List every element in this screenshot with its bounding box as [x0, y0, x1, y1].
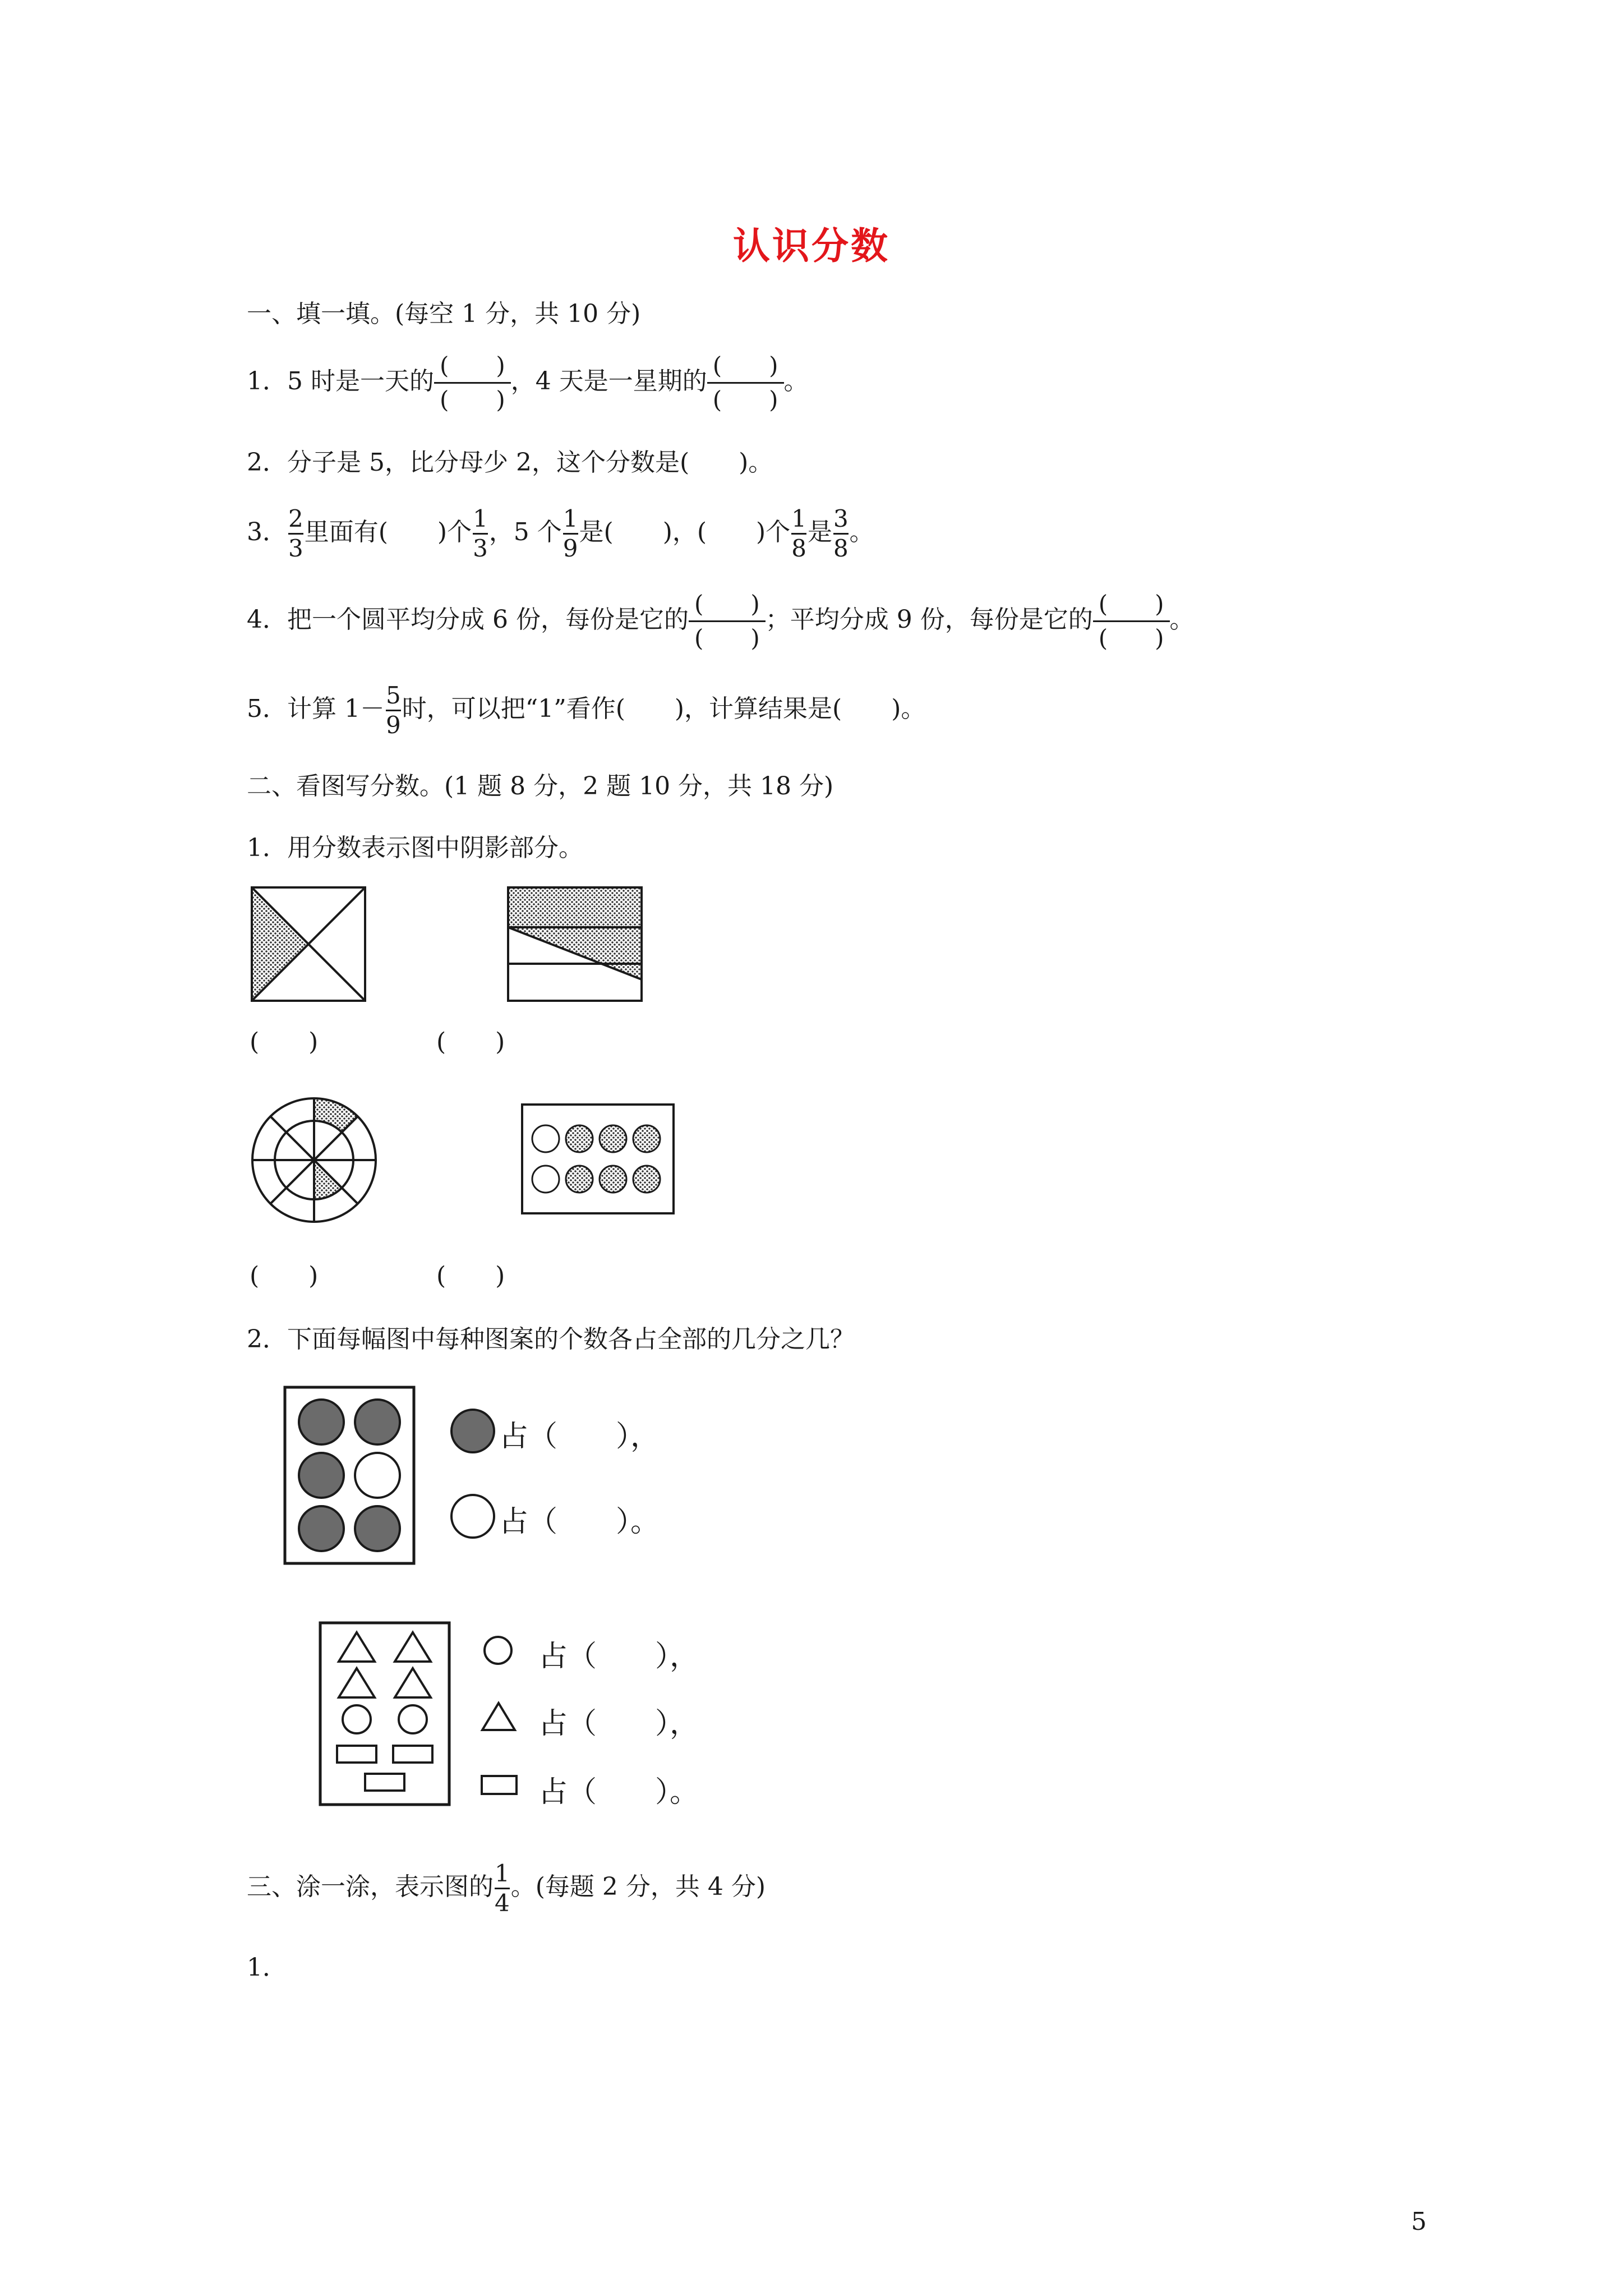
- q4-text-a: 4．把一个圆平均分成 6 份，每份是它的: [247, 605, 689, 634]
- rectangle-icon: [480, 1773, 519, 1797]
- section1-heading: 一、填一填。(每空 1 分，共 10 分): [247, 300, 641, 328]
- question-1-1: [247, 349, 809, 416]
- answer-blank[interactable]: ( ): [436, 1262, 505, 1290]
- q5-text-a: 5．计算 1－: [247, 694, 385, 723]
- q1-text-b: ，4 天是一星期的: [510, 367, 707, 395]
- fraction: $\frac{2}{3}$: [288, 505, 303, 562]
- section2-heading: 二、看图写分数。(1 题 8 分，2 题 10 分，共 18 分): [247, 772, 834, 800]
- fraction: $\frac{1}{3}$: [473, 505, 488, 562]
- q3-text: 3．: [247, 518, 287, 546]
- white-circle-icon: [449, 1492, 497, 1540]
- answer-blank[interactable]: ( ): [436, 1028, 505, 1056]
- answer-blank[interactable]: ( ): [250, 1028, 319, 1056]
- fraction: $\frac{1}{9}$: [562, 505, 578, 562]
- fraction: $\frac{1}{4}$: [495, 1860, 510, 1917]
- circles-box-figure: [283, 1386, 416, 1565]
- circle-grid-figure: [520, 1103, 675, 1215]
- section3-text-a: 三、涂一涂，表示图的: [247, 1872, 494, 1901]
- section3-text-b: 。(每题 2 分，共 4 分): [510, 1872, 766, 1901]
- question-2-1: 1．用分数表示图中阴影部分。: [247, 834, 583, 862]
- question-3-1: 1．: [247, 1953, 287, 1982]
- circle-icon: [481, 1634, 515, 1667]
- q3-text: 是( )，( )个: [579, 518, 791, 546]
- fraction-blank[interactable]: $\frac{( )}{( )}$: [1093, 588, 1170, 655]
- question-1-3: [247, 505, 874, 563]
- fraction-blank[interactable]: $\frac{( )}{( )}$: [434, 349, 511, 416]
- fig-a-row2-label: 占（ ）。: [499, 1505, 660, 1539]
- fig-b-row1-label: 占（ ），: [538, 1640, 699, 1673]
- question-1-5: [247, 682, 925, 739]
- q1-text-a: 1．5 时是一天的: [247, 367, 434, 395]
- fraction: $\frac{5}{9}$: [385, 682, 401, 739]
- fraction-blank[interactable]: $\frac{( )}{( )}$: [707, 349, 784, 416]
- shapes-box-figure: [319, 1621, 451, 1806]
- answer-blank[interactable]: ( ): [250, 1262, 319, 1290]
- q4-text-b: ；平均分成 9 份，每份是它的: [765, 605, 1093, 634]
- q3-text: ，5 个: [488, 518, 562, 546]
- q5-text-b: 时，可以把“1”看作( )，计算结果是( )。: [402, 694, 926, 723]
- question-1-4: [247, 588, 1195, 655]
- fig-b-row3-label: 占（ ）。: [538, 1775, 699, 1809]
- triangle-icon: [480, 1700, 517, 1733]
- strip-rectangle-figure: [506, 885, 644, 1003]
- fig-b-row2-label: 占（ ），: [538, 1707, 699, 1741]
- q4-text-c: 。: [1169, 605, 1195, 634]
- page-number: 5: [1411, 2207, 1427, 2236]
- question-2-2: 2．下面每幅图中每种图案的个数各占全部的几分之几？: [247, 1325, 855, 1354]
- q1-text-c: 。: [783, 367, 809, 395]
- question-1-2: 2．分子是 5，比分母少 2，这个分数是( )。: [247, 448, 773, 477]
- page-title: 认识分数: [733, 224, 890, 268]
- fraction: $\frac{1}{8}$: [791, 505, 806, 562]
- q3-text: 是: [807, 518, 832, 546]
- q3-text: 。: [849, 518, 874, 546]
- q3-text: 里面有( )个: [304, 518, 472, 546]
- fig-a-row1-label: 占（ ），: [499, 1420, 660, 1453]
- fraction: $\frac{3}{8}$: [833, 505, 849, 562]
- gray-circle-icon: [449, 1407, 497, 1455]
- fraction-blank[interactable]: $\frac{( )}{( )}$: [689, 588, 766, 655]
- section3-heading: [247, 1860, 766, 1917]
- ring-circle-figure: [247, 1093, 381, 1227]
- square-diagonal-figure: [250, 885, 367, 1003]
